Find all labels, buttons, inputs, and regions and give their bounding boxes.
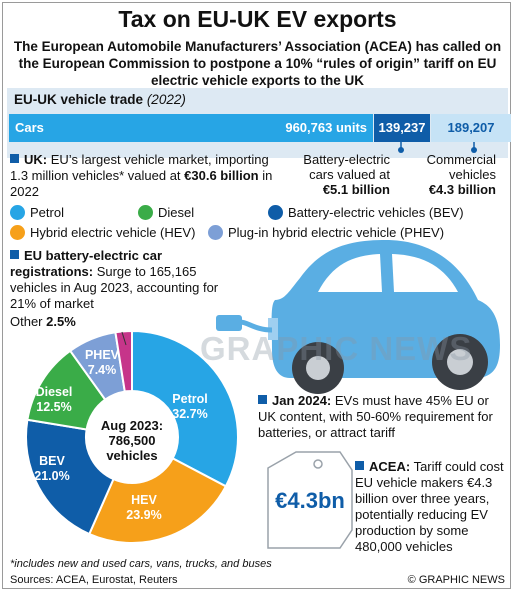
acea-paragraph <box>355 459 507 555</box>
price-tag-hole <box>314 460 322 468</box>
uk-text-b: in 2022 <box>10 168 273 199</box>
uk-paragraph <box>10 152 285 200</box>
other-label <box>10 314 76 329</box>
bev-note <box>290 152 390 197</box>
pie-label-petrol-value: 32.7% <box>172 407 208 421</box>
page-subtitle: The European Automobile Manufacturers’ Association (ACEA) has called on the European Commission to postpone a 10% “rules of origin” tariff on EU electric vehicle exports to the UK <box>13 39 502 88</box>
watermark: GRAPHIC NEWS <box>200 330 473 367</box>
uk-lead: UK: <box>24 152 48 167</box>
legend-petrol <box>10 205 64 220</box>
legend-hev-label: Hybrid electric vehicle (HEV) <box>30 225 196 240</box>
pie-label-phev <box>72 348 132 378</box>
legend-phev-label: Plug-in hybrid electric vehicle (PHEV) <box>228 225 445 240</box>
reg-bullet-icon <box>10 250 19 259</box>
phev-swatch-icon <box>208 225 223 240</box>
acea-bullet-icon <box>355 461 364 470</box>
pie-label-diesel-name: Diesel <box>35 385 73 399</box>
pie-label-phev-name: PHEV <box>84 348 120 362</box>
charging-cable <box>240 322 272 330</box>
uk-text-a: EU’s largest vehicle market, importing 1.3 million vehicles* valued at <box>10 152 269 183</box>
pie-label-phev-value: 7.4% <box>87 363 117 377</box>
registrations-paragraph <box>10 248 240 312</box>
bar-bev: 139,237 <box>374 114 430 142</box>
com-note-line1: Commercial <box>426 152 496 167</box>
pie-label-petrol-name: Petrol <box>172 392 208 406</box>
bev-note-line2: cars valued at <box>309 167 390 182</box>
com-note-value: €4.3 billion <box>428 182 496 197</box>
jan-text: EVs must have 45% EU or UK content, with 50-60% requirement for batteries, or attract tariff <box>258 393 493 440</box>
diesel-swatch-icon <box>138 205 153 220</box>
acea-lead: ACEA: <box>369 459 411 474</box>
jan-bullet-icon <box>258 395 267 404</box>
reg-lead: EU battery-electric car registrations: <box>10 248 163 279</box>
uk-value: €30.6 billion <box>184 168 259 183</box>
sources: Sources: ACEA, Eurostat, Reuters <box>10 574 178 586</box>
page-title: Tax on EU-UK EV exports <box>118 6 397 32</box>
pie-center-label <box>92 418 172 463</box>
charging-plug <box>216 315 242 331</box>
acea-text: Tariff could cost EU vehicle makers €4.3 billion over three years, potentially reducing EV production by some 480,000 vehicles <box>355 459 504 554</box>
uk-bullet-icon <box>10 154 19 163</box>
pie-label-diesel-value: 12.5% <box>36 400 72 414</box>
other-label-value: 2.5% <box>46 314 76 329</box>
legend-petrol-label: Petrol <box>30 205 64 220</box>
com-note-line2: vehicles <box>449 167 496 182</box>
legend-diesel <box>138 205 194 220</box>
bar-commercial: 189,207 <box>431 114 511 142</box>
hev-swatch-icon <box>10 225 25 240</box>
bar-cars-value: 960,763 units <box>285 120 367 135</box>
pie-label-hev <box>114 493 174 523</box>
legend-diesel-label: Diesel <box>158 205 195 220</box>
legend-bev <box>268 205 464 220</box>
pie-center-line1: Aug 2023: <box>100 418 164 433</box>
pie-label-diesel <box>24 385 84 415</box>
copyright: © GRAPHIC NEWS <box>407 574 505 586</box>
bev-swatch-icon <box>268 205 283 220</box>
legend-phev <box>208 225 444 240</box>
pie-label-hev-value: 23.9% <box>126 508 162 522</box>
pie-center-line2: 786,500 <box>108 433 156 448</box>
pie-label-hev-name: HEV <box>131 493 157 507</box>
com-note <box>400 152 496 197</box>
trade-heading-text: EU-UK vehicle trade <box>14 92 144 107</box>
bar-cars-label: Cars <box>15 120 44 135</box>
pie-label-bev-name: BEV <box>39 454 65 468</box>
car-illustration <box>216 240 500 394</box>
bev-note-value: €5.1 billion <box>322 182 390 197</box>
bev-note-line1: Battery-electric <box>303 152 390 167</box>
pie-center-line3: vehicles <box>106 448 158 463</box>
trade-heading-year: (2022) <box>146 92 186 107</box>
other-label-text: Other <box>10 314 43 329</box>
pie-label-bev-value: 21.0% <box>34 469 70 483</box>
legend-bev-label: Battery-electric vehicles (BEV) <box>288 205 464 220</box>
reg-text: Surge to 165,165 vehicles in Aug 2023, accounting for 21% of market <box>10 264 219 311</box>
jan-paragraph <box>258 393 508 441</box>
legend-hev <box>10 225 195 240</box>
pie-label-bev <box>22 454 82 484</box>
footnote: *includes new and used cars, vans, trucks, and buses <box>10 558 272 570</box>
price-tag-value: €4.3bn <box>275 488 345 513</box>
petrol-swatch-icon <box>10 205 25 220</box>
jan-lead: Jan 2024: <box>272 393 332 408</box>
